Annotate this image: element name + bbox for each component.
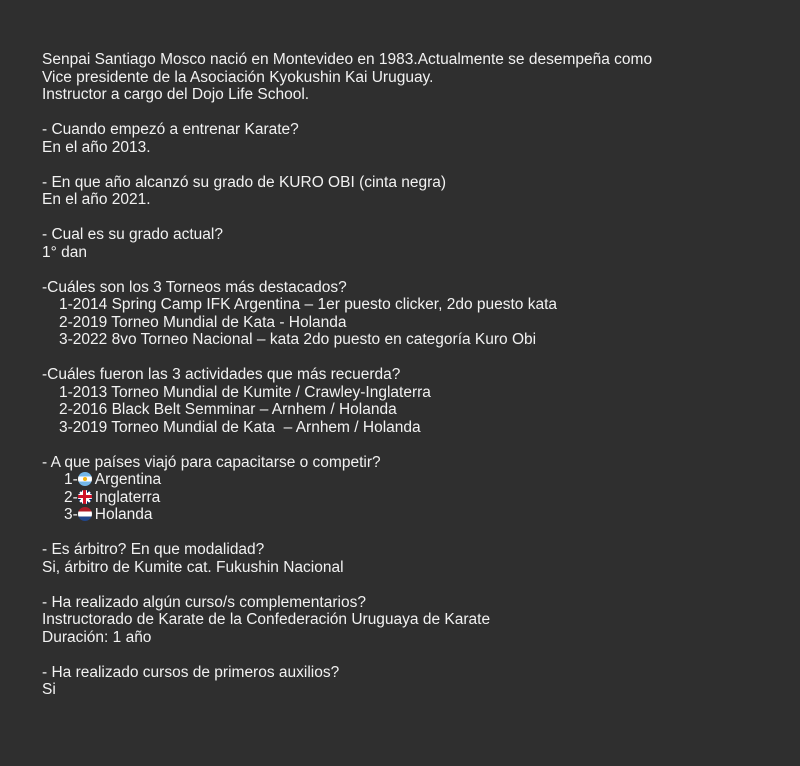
answer-black-belt: En el año 2021. [42,191,151,208]
question-courses: - Ha realizado algún curso/s complementarios? [42,593,366,611]
intro-line-2: Vice presidente de la Asociación Kyokushin Kai Uruguay. [42,68,434,86]
intro-line-1: Senpai Santiago Mosco nació en Montevideo en 1983.Actualmente se desempeña como [42,51,653,68]
country-item [42,506,782,524]
country-item [42,471,782,489]
question-current-grade: - Cual es su grado actual? [42,226,223,243]
activity-item: 2-2016 Black Belt Semminar – Arnhem / Holanda [59,401,397,418]
intro-line-3: Instructor a cargo del Dojo Life School. [42,86,310,103]
country-prefix: 2- [64,488,78,506]
argentina-flag-icon [78,472,92,486]
tournament-item: 3-2022 8vo Torneo Nacional – kata 2do puesto en categoría Kuro Obi [59,331,537,348]
activity-item: 3-2019 Torneo Mundial de Kata – Arnhem / Holanda [59,418,421,436]
question-countries: - A que países viajó para capacitarse o competir? [42,453,381,471]
tournament-item: 2-2019 Torneo Mundial de Kata - Holanda [59,313,347,331]
question-start-training: - Cuando empezó a entrenar Karate? [42,121,299,138]
question-activities: -Cuáles fueron las 3 actividades que más recuerda? [42,366,401,383]
answer-current-grade: 1° dan [42,243,87,261]
question-tournaments: -Cuáles son los 3 Torneos más destacados? [42,278,347,296]
country-name: Argentina [94,471,162,488]
country-name: Holanda [94,506,153,523]
question-first-aid: - Ha realizado cursos de primeros auxilios? [42,663,340,681]
answer-duration: Duración: 1 año [42,628,152,646]
country-prefix: 1- [64,471,78,488]
question-black-belt: - En que año alcanzó su grado de KURO OBI (cinta negra) [42,173,447,191]
tournament-item: 1-2014 Spring Camp IFK Argentina – 1er puesto clicker, 2do puesto kata [59,296,558,313]
country-name: Inglaterra [94,488,161,506]
country-item [42,489,782,507]
answer-first-aid: Si [42,681,56,698]
question-referee: - Es árbitro? En que modalidad? [42,541,265,558]
biography-document [42,51,782,699]
answer-courses: Instructorado de Karate de la Confederación Uruguaya de Karate [42,611,491,628]
uk-flag-icon [78,490,92,504]
answer-start-training: En el año 2013. [42,138,151,156]
netherlands-flag-icon [78,507,92,521]
answer-referee: Si, árbitro de Kumite cat. Fukushin Nacional [42,558,344,576]
country-prefix: 3- [64,506,78,523]
activity-item: 1-2013 Torneo Mundial de Kumite / Crawley-Inglaterra [59,383,431,401]
